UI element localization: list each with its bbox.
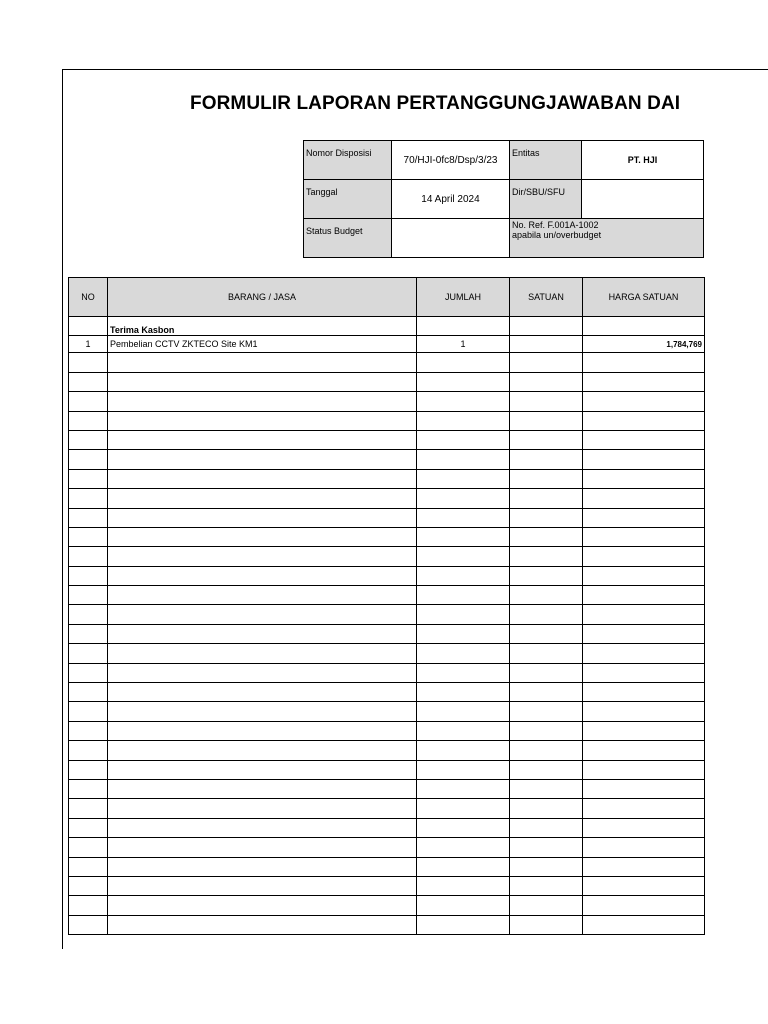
header-barang-jasa: BARANG / JASA [108, 278, 417, 317]
row-price: 1,784,769 [583, 336, 705, 353]
entitas-value: PT. HJI [581, 140, 704, 180]
section-label: Terima Kasbon [108, 317, 417, 336]
row-no: 1 [69, 336, 108, 353]
empty-row [69, 508, 705, 527]
empty-row [69, 857, 705, 876]
empty-row [69, 392, 705, 411]
empty-row [69, 683, 705, 702]
empty-row [69, 353, 705, 372]
row-unit [510, 336, 583, 353]
header-jumlah: JUMLAH [417, 278, 510, 317]
dir-sbu-sfu-value [581, 179, 704, 219]
empty-row [69, 469, 705, 488]
empty-row [69, 915, 705, 934]
empty-row [69, 741, 705, 760]
empty-row [69, 489, 705, 508]
empty-row [69, 547, 705, 566]
section-row [69, 317, 705, 336]
dir-sbu-sfu-label: Dir/SBU/SFU [509, 179, 582, 219]
tanggal-label: Tanggal [303, 179, 392, 219]
status-budget-value [391, 218, 510, 258]
empty-row [69, 760, 705, 779]
empty-row [69, 430, 705, 449]
empty-row [69, 605, 705, 624]
entitas-label: Entitas [509, 140, 582, 180]
empty-row [69, 411, 705, 430]
empty-row [69, 702, 705, 721]
empty-row [69, 372, 705, 391]
nomor-disposisi-value: 70/HJI-0fc8/Dsp/3/23 [391, 140, 510, 180]
reference-note [509, 218, 704, 258]
form-title: FORMULIR LAPORAN PERTANGGUNGJAWABAN DAI [190, 93, 681, 114]
empty-row [69, 566, 705, 585]
empty-row [69, 838, 705, 857]
header-satuan: SATUAN [510, 278, 583, 317]
empty-row [69, 799, 705, 818]
empty-row [69, 896, 705, 915]
empty-row [69, 624, 705, 643]
empty-row [69, 721, 705, 740]
empty-row [69, 779, 705, 798]
empty-row [69, 527, 705, 546]
row-qty: 1 [417, 336, 510, 353]
empty-row [69, 663, 705, 682]
empty-row [69, 818, 705, 837]
nomor-disposisi-label: Nomor Disposisi [303, 140, 392, 180]
status-budget-label: Status Budget [303, 218, 392, 258]
empty-row [69, 644, 705, 663]
header-harga-satuan: HARGA SATUAN [583, 278, 705, 317]
empty-row [69, 586, 705, 605]
info-grid [303, 140, 704, 258]
table-row [69, 336, 705, 353]
empty-row [69, 876, 705, 895]
reference-line-1: No. Ref. F.001A-1002 [512, 220, 599, 230]
header-no: NO [69, 278, 108, 317]
reference-line-2: apabila un/overbudget [512, 230, 602, 240]
items-table [68, 277, 705, 935]
row-item: Pembelian CCTV ZKTECO Site KM1 [108, 336, 417, 353]
table-header-row [69, 278, 705, 317]
empty-row [69, 450, 705, 469]
tanggal-value: 14 April 2024 [391, 179, 510, 219]
